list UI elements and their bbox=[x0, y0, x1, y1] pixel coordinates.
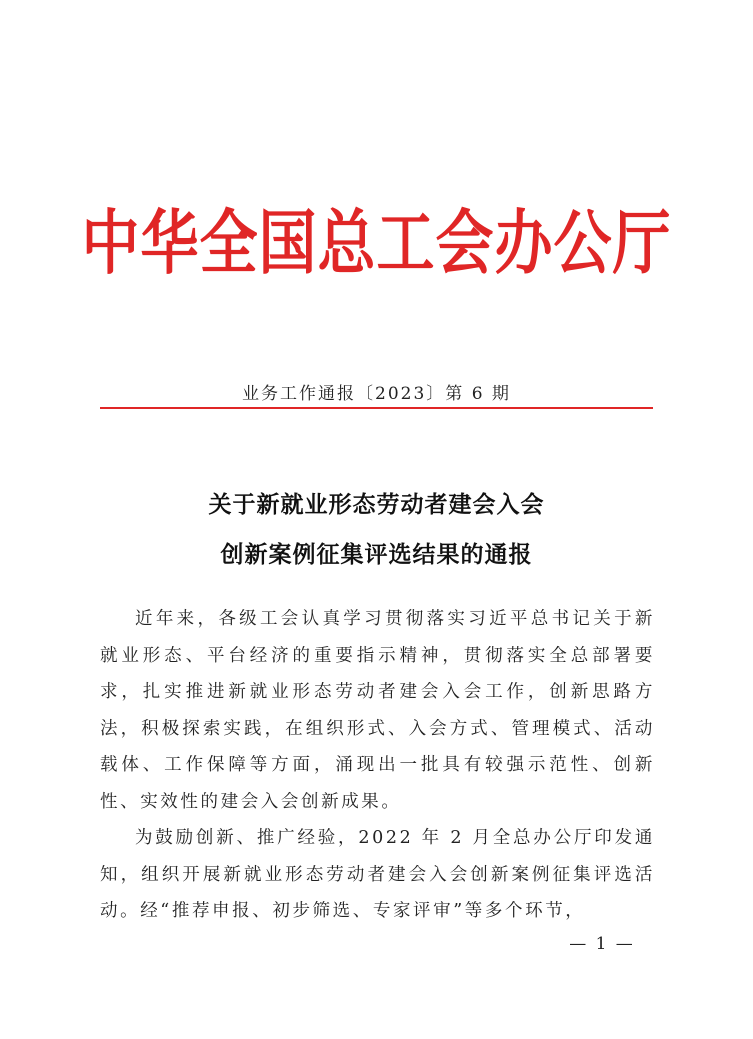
document-title-line-1: 关于新就业形态劳动者建会入会 bbox=[208, 491, 545, 518]
body-paragraph-1: 近年来，各级工会认真学习贯彻落实习近平总书记关于新就业形态、平台经济的重要指示精神，贯彻落实全总部署要求，扎实推进新就业形态劳动者建会入会工作，创新思路方法，积极探索实践，在组织形式、入会方式、管理模式、活动载体、工作保障等方面，涌现出一批具有较强示范性、创新性、实效性的建会入会创新成果。 bbox=[100, 609, 655, 812]
issuing-organization-title: 中华全国总工会办公厅 bbox=[81, 202, 672, 284]
body-paragraph-2: 为鼓励创新、推广经验，2022 年 2 月全总办公厅印发通知，组织开展新就业形态劳动者建会入会创新案例征集评选活动。经“推荐申报、初步筛选、专家评审”等多个环节， bbox=[100, 828, 655, 921]
document-title-line-2: 创新案例征集评选结果的通报 bbox=[220, 541, 533, 568]
issue-number: 业务工作通报〔2023〕第 6 期 bbox=[242, 384, 511, 404]
page-number: — 1 — bbox=[569, 934, 635, 954]
header-red-divider bbox=[100, 407, 653, 409]
